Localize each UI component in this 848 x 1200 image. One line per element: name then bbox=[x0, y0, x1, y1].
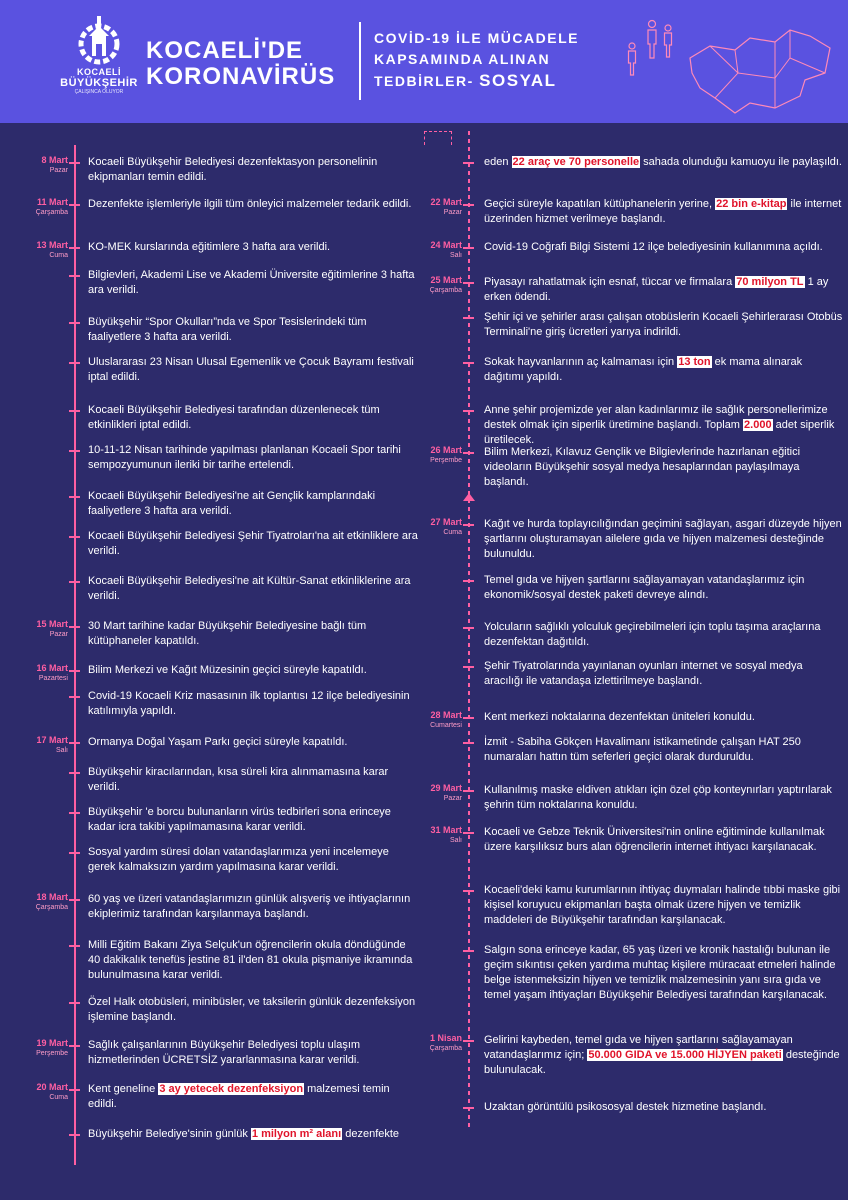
timeline-date bbox=[404, 198, 462, 217]
timeline-tick bbox=[463, 790, 474, 792]
timeline-tick bbox=[69, 696, 80, 698]
timeline-tick bbox=[463, 247, 474, 249]
timeline-date bbox=[404, 826, 462, 845]
timeline-tick bbox=[463, 452, 474, 454]
timeline-entry: Kullanılmış maske eldiven atıkları için özel çöp konteynırları yaptırılarak şehrin tüm noktalarına konuldu. bbox=[484, 784, 832, 811]
timeline-tick bbox=[69, 204, 80, 206]
timeline-date-label: 28 Mart bbox=[430, 710, 462, 720]
timeline-tick bbox=[69, 536, 80, 538]
entry-text-after: 1 ay erken ödendi. bbox=[484, 276, 829, 303]
timeline-entry: Kocaeli Büyükşehir Belediyesi'ne ait Gençlik kamplarındaki faaliyetlere 3 hafta ara verildi. bbox=[88, 490, 376, 517]
timeline-entry bbox=[88, 1127, 418, 1142]
entry-text-before: Gelirini kaybeden, temel gıda ve hijyen şartlarını sağlayamayan vatandaşlarımız için; bbox=[484, 1034, 793, 1061]
timeline-entry: Kocaeli Büyükşehir Belediyesi Şehir Tiyatroları'na ait etkinliklere ara verildi. bbox=[88, 530, 418, 557]
timeline-tick bbox=[69, 742, 80, 744]
timeline-entry: Kocaeli Büyükşehir Belediyesi'ne ait Kültür-Sanat etkinliklerine ara verildi. bbox=[88, 575, 411, 602]
timeline-tick bbox=[463, 742, 474, 744]
timeline-day-label: Pazar bbox=[49, 631, 68, 638]
timeline-tick bbox=[69, 852, 80, 854]
subtitle-line1: COVİD-19 İLE MÜCADELE bbox=[374, 30, 579, 46]
subtitle-line3 bbox=[374, 70, 604, 92]
timeline-tick bbox=[69, 670, 80, 672]
timeline-date bbox=[404, 276, 462, 295]
timeline-entry: Kocaeli ve Gebze Teknik Üniversitesi'nin online eğitiminde kullanılmak üzere karşılıksız burs alan öğrencilerin internet ihtiyacı karşılanacak. bbox=[484, 826, 825, 853]
highlight-figure: 1 milyon m² alanı bbox=[251, 1128, 342, 1140]
timeline-date-label: 19 Mart bbox=[36, 1038, 68, 1048]
timeline-date-label: 22 Mart bbox=[430, 197, 462, 207]
timeline-tick bbox=[463, 717, 474, 719]
timeline-entry bbox=[88, 1082, 418, 1112]
timeline-tick bbox=[69, 626, 80, 628]
timeline-date-label: 20 Mart bbox=[36, 1082, 68, 1092]
timeline-entry: 10-11-12 Nisan tarihinde yapılması planlanan Kocaeli Spor tarihi sempozyumunun ileriki bir tarihe ertelendi. bbox=[88, 444, 401, 471]
entry-text-after: adet siperlik üretilecek. bbox=[484, 419, 835, 446]
timeline-entry: Ormanya Doğal Yaşam Parkı geçici süreyle kapatıldı. bbox=[88, 736, 348, 748]
timeline-date bbox=[404, 518, 462, 537]
timeline-day-label: Salı bbox=[55, 747, 68, 754]
page-title bbox=[146, 38, 351, 90]
timeline-tick bbox=[463, 162, 474, 164]
timeline-entry: Uluslararası 23 Nisan Ulusal Egemenlik ve Çocuk Bayramı festivali iptal edildi. bbox=[88, 356, 414, 383]
timeline-date bbox=[8, 156, 68, 175]
header-divider bbox=[359, 22, 361, 100]
timeline-day-label: Perşembe bbox=[430, 457, 462, 464]
timeline-entry: Kocaeli Büyükşehir Belediyesi tarafından düzenlenecek tüm etkinlikleri iptal edildi. bbox=[88, 404, 380, 431]
timeline-day-label: Pazartesi bbox=[38, 675, 68, 682]
timeline-date bbox=[8, 893, 68, 912]
timeline-connector bbox=[424, 131, 452, 145]
timeline-date bbox=[404, 446, 462, 465]
entry-text-before: Anne şehir projemizde yer alan kadınlarımız ile sağlık personellerimize destek olmak için siperlik üretimine başlandı. Toplam bbox=[484, 404, 828, 431]
timeline-entry: Büyükşehir 'e borcu bulunanların virüs tedbirleri sona erinceye kadar icra takibi yapılmamasına karar verildi. bbox=[88, 806, 391, 833]
timeline-date bbox=[404, 711, 462, 730]
timeline-day-label: Salı bbox=[449, 837, 462, 844]
timeline-entry: Sağlık çalışanlarının Büyükşehir Belediyesi toplu ulaşım hizmetlerinden ÜCRETSİZ yararlanmasına karar verildi. bbox=[88, 1039, 361, 1066]
timeline-date-label: 24 Mart bbox=[430, 240, 462, 250]
timeline-day-label: Pazar bbox=[49, 167, 68, 174]
entry-text-after: desteğinde bulunulacak. bbox=[484, 1049, 840, 1076]
entry-text-after: sahada olunduğu kamuoyu ile paylaşıldı. bbox=[640, 156, 842, 168]
timeline-tick bbox=[69, 362, 80, 364]
timeline-tick bbox=[69, 1134, 80, 1136]
timeline-tick bbox=[69, 322, 80, 324]
timeline-entry: Kent merkezi noktalarına dezenfektan üniteleri konuldu. bbox=[484, 711, 755, 723]
timeline-day-label: Çarşamba bbox=[35, 904, 68, 911]
timeline-day-label: Çarşamba bbox=[429, 1045, 462, 1052]
timeline-date-label: 8 Mart bbox=[41, 155, 68, 165]
page-subtitle bbox=[374, 28, 604, 92]
timeline-entry: Bilgievleri, Akademi Lise ve Akademi Üniversite eğitimlerine 3 hafta ara verildi. bbox=[88, 269, 415, 296]
timeline-tick bbox=[463, 627, 474, 629]
timeline-date bbox=[8, 620, 68, 639]
title-line2: KORONAVİRÜS bbox=[146, 63, 336, 90]
timeline-entry: Yolcuların sağlıklı yolculuk geçirebilmeleri için toplu taşıma araçlarına dezenfektan dağıtıldı. bbox=[484, 621, 821, 648]
timeline-date-label: 25 Mart bbox=[430, 275, 462, 285]
timeline-tick bbox=[69, 772, 80, 774]
timeline-date-label: 13 Mart bbox=[36, 240, 68, 250]
entry-text-before: Sokak hayvanlarının aç kalmaması için bbox=[484, 356, 678, 368]
title-line1: KOCAELİ'DE bbox=[146, 37, 304, 64]
timeline-tick bbox=[69, 450, 80, 452]
timeline-entry: Uzaktan görüntülü psikososyal destek hizmetine başlandı. bbox=[484, 1101, 767, 1113]
timeline-date-label: 27 Mart bbox=[430, 517, 462, 527]
timeline-date bbox=[8, 198, 68, 217]
timeline-tick bbox=[463, 362, 474, 364]
timeline-date-label: 18 Mart bbox=[36, 892, 68, 902]
entry-text-before: Geçici süreyle kapatılan kütüphanelerin yerine, bbox=[484, 198, 716, 210]
timeline-date bbox=[404, 241, 462, 260]
timeline-line-right bbox=[468, 131, 470, 1131]
timeline-entry: Covid-19 Kocaeli Kriz masasının ilk toplantısı 12 ilçe belediyesinin katılımıyla yapıldı. bbox=[88, 690, 410, 717]
timeline-entry: Covid-19 Coğrafi Bilgi Sistemi 12 ilçe belediyesinin kullanımına açıldı. bbox=[484, 241, 823, 253]
subtitle-accent: SOSYAL bbox=[479, 71, 557, 90]
timeline-day-label: Pazar bbox=[443, 795, 462, 802]
timeline-entry: Bilim Merkezi, Kılavuz Gençlik ve Bilgievlerinde hazırlanan eğitici videoların Büyükşehir sosyal medya hesaplarından paylaşılmaya başlandı. bbox=[484, 446, 801, 488]
timeline-tick bbox=[69, 275, 80, 277]
timeline-tick bbox=[69, 1002, 80, 1004]
timeline-entry bbox=[484, 403, 844, 448]
timeline-entry: 60 yaş ve üzeri vatandaşlarımızın günlük alışveriş ve ihtiyaçlarının ekiplerimiz tarafından karşılanmaya başlandı. bbox=[88, 893, 411, 920]
timeline-date-label: 17 Mart bbox=[36, 735, 68, 745]
timeline-day-label: Cuma bbox=[49, 1094, 68, 1101]
timeline-tick bbox=[69, 899, 80, 901]
subtitle-prefix: TEDBİRLER- bbox=[374, 73, 480, 89]
logo-slogan: ÇALIŞINCA OLUYOR bbox=[74, 89, 124, 95]
entry-text-after: ek mama alınarak dağıtımı yapıldı. bbox=[484, 356, 803, 383]
timeline-arrow-icon bbox=[463, 493, 475, 501]
timeline-entry: Şehir Tiyatrolarında yayınlanan oyunları internet ve sosyal medya aracılığı ile vatandaşa izlettirilmeye başlandı. bbox=[484, 660, 803, 687]
timeline-entry: KO-MEK kurslarında eğitimlere 3 hafta ara verildi. bbox=[88, 241, 331, 253]
timeline-entry bbox=[484, 355, 844, 385]
entry-text-before: eden bbox=[484, 156, 512, 168]
timeline-day-label: Perşembe bbox=[36, 1050, 68, 1057]
timeline-date-label: 29 Mart bbox=[430, 783, 462, 793]
timeline-entry bbox=[484, 197, 844, 227]
entry-text-before: Kent geneline bbox=[88, 1083, 159, 1095]
timeline-entry: Özel Halk otobüsleri, minibüsler, ve taksilerin günlük dezenfeksiyon işlemine başlandı. bbox=[88, 996, 416, 1023]
timeline-date bbox=[8, 1083, 68, 1102]
timeline-tick bbox=[463, 204, 474, 206]
highlight-figure: 50.000 GIDA ve 15.000 HİJYEN paketi bbox=[588, 1049, 782, 1061]
timeline-entry: İzmit - Sabiha Gökçen Havalimanı istikametinde çalışan HAT 250 numaraları hattın tüm seferleri geçici olarak durduruldu. bbox=[484, 736, 801, 763]
highlight-figure: 3 ay yetecek dezenfeksiyon bbox=[159, 1083, 304, 1095]
timeline-entry: Dezenfekte işlemleriyle ilgili tüm önleyici malzemeler tedarik edildi. bbox=[88, 198, 412, 210]
timeline-tick bbox=[463, 890, 474, 892]
timeline-date-label: 31 Mart bbox=[430, 825, 462, 835]
kocaeli-logo bbox=[58, 14, 140, 114]
timeline-entry bbox=[484, 155, 844, 170]
timeline-tick bbox=[69, 812, 80, 814]
timeline-tick bbox=[463, 1040, 474, 1042]
timeline-tick bbox=[69, 247, 80, 249]
timeline-tick bbox=[69, 496, 80, 498]
entry-text-after: malzemesi temin edildi. bbox=[88, 1083, 390, 1110]
entry-text-before: Büyükşehir Belediye'sinin günlük bbox=[88, 1128, 251, 1140]
timeline-entry: Şehir içi ve şehirler arası çalışan otobüslerin Kocaeli Şehirlerarası Otobüs Terminali'ne giriş ücretleri yarıya indirildi. bbox=[484, 311, 843, 338]
logo-line2: BÜYÜKŞEHİR bbox=[60, 77, 138, 89]
timeline-date-label: 16 Mart bbox=[36, 663, 68, 673]
timeline-entry: Sosyal yardım süresi dolan vatandaşlarımıza yeni incelemeye gerek kalmaksızın yardım yapılmasına karar verildi. bbox=[88, 846, 389, 873]
timeline-day-label: Çarşamba bbox=[429, 287, 462, 294]
timeline-date-label: 1 Nisan bbox=[429, 1033, 462, 1043]
timeline-day-label: Cumartesi bbox=[430, 722, 462, 729]
timeline-tick bbox=[69, 581, 80, 583]
header-banner bbox=[0, 0, 848, 123]
timeline-entry: Milli Eğitim Bakanı Ziya Selçuk'un öğrencilerin okula döndüğünde 40 dakikalık tenefüs jestine 81 il'den 81 okula pişmaniye ikramında bulunulmasına karar verildi. bbox=[88, 939, 413, 981]
timeline-tick bbox=[463, 524, 474, 526]
timeline-day-label: Cuma bbox=[443, 529, 462, 536]
timeline-tick bbox=[463, 950, 474, 952]
timeline-date bbox=[404, 1034, 462, 1053]
timeline-tick bbox=[463, 317, 474, 319]
timeline-tick bbox=[69, 945, 80, 947]
highlight-figure: 22 araç ve 70 personelle bbox=[512, 156, 640, 168]
timeline-tick bbox=[69, 1089, 80, 1091]
timeline-entry: Salgın sona erinceye kadar, 65 yaş üzeri ve kronik hastalığı bulunan ile geçim sıkıntısı çeken yardıma muhtaç kişilere müracaat etmeleri halinde belge istenmeksizin hijyen ve temizlik malzemesinin yanı sıra gıda ve temel yaşam ihtiyaçları Büyükşehir Belediyesi tarafından karşılanacak. bbox=[484, 944, 836, 1001]
timeline-line-left bbox=[74, 145, 76, 1165]
timeline-date-label: 11 Mart bbox=[36, 197, 68, 207]
timeline-entry: Kocaeli Büyükşehir Belediyesi dezenfektasyon personelinin ekipmanları temin edildi. bbox=[88, 156, 378, 183]
highlight-figure: 70 milyon TL bbox=[736, 276, 804, 288]
entry-text-after: dezenfekte bbox=[342, 1128, 400, 1140]
timeline-entry: Kağıt ve hurda toplayıcılığından geçimini sağlayan, asgari düzeyde hijyen şartlarını oluşturamayan ailelere gıda ve hijyen malzemesi desteğinde bulunuldu. bbox=[484, 518, 842, 560]
highlight-figure: 22 bin e-kitap bbox=[716, 198, 787, 210]
timeline-entry bbox=[484, 1033, 844, 1078]
timeline-date bbox=[404, 784, 462, 803]
timeline-tick bbox=[69, 410, 80, 412]
timeline-day-label: Pazar bbox=[443, 209, 462, 216]
timeline-entry: 30 Mart tarihine kadar Büyükşehir Belediyesine bağlı tüm kütüphaneler kapatıldı. bbox=[88, 620, 367, 647]
highlight-figure: 13 ton bbox=[678, 356, 711, 368]
timeline-date bbox=[8, 241, 68, 260]
timeline-tick bbox=[463, 580, 474, 582]
highlight-figure: 2.000 bbox=[744, 419, 772, 431]
timeline-tick bbox=[463, 282, 474, 284]
timeline-tick bbox=[463, 832, 474, 834]
timeline-entry: Büyükşehir kiracılarından, kısa süreli kira alınmamasına karar verildi. bbox=[88, 766, 389, 793]
timeline-day-label: Salı bbox=[449, 252, 462, 259]
timeline-entry: Temel gıda ve hijyen şartlarını sağlayamayan vatandaşlarımız için ekonomik/sosyal destek paketi devreye alındı. bbox=[484, 574, 805, 601]
subtitle-line2: KAPSAMINDA ALINAN bbox=[374, 51, 551, 67]
timeline-date bbox=[8, 1039, 68, 1058]
entry-text-after: ile internet üzerinden hizmet verilmeye başlandı. bbox=[484, 198, 842, 225]
entry-text-before: Piyasayı rahatlatmak için esnaf, tüccar ve firmalara bbox=[484, 276, 736, 288]
timeline-entry: Büyükşehir “Spor Okulları”nda ve Spor Tesislerindeki tüm faaliyetlere 3 hafta ara verildi. bbox=[88, 316, 367, 343]
timeline-date-label: 26 Mart bbox=[430, 445, 462, 455]
timeline-tick bbox=[69, 1045, 80, 1047]
timeline-date bbox=[8, 736, 68, 755]
timeline-date-label: 15 Mart bbox=[36, 619, 68, 629]
logo-line1: KOCAELİ bbox=[77, 67, 121, 77]
timeline-entry: Kocaeli'deki kamu kurumlarının ihtiyaç duymaları halinde tıbbi maske gibi kişisel koruyucu ekipmanları başta olmak üzere hijyen ve temizlik maddeleri de Büyükşehir tarafından karşılanacak. bbox=[484, 884, 841, 926]
timeline-day-label: Çarşamba bbox=[35, 209, 68, 216]
kocaeli-map-icon bbox=[680, 18, 840, 118]
timeline-entry bbox=[484, 275, 844, 305]
timeline-entry: Bilim Merkezi ve Kağıt Müzesinin geçici süreyle kapatıldı. bbox=[88, 664, 367, 676]
timeline-tick bbox=[463, 410, 474, 412]
timeline-day-label: Cuma bbox=[49, 252, 68, 259]
timeline-tick bbox=[463, 666, 474, 668]
kocaeli-emblem-icon bbox=[76, 14, 122, 68]
timeline-tick bbox=[463, 1107, 474, 1109]
timeline-date bbox=[8, 664, 68, 683]
timeline-tick bbox=[69, 162, 80, 164]
